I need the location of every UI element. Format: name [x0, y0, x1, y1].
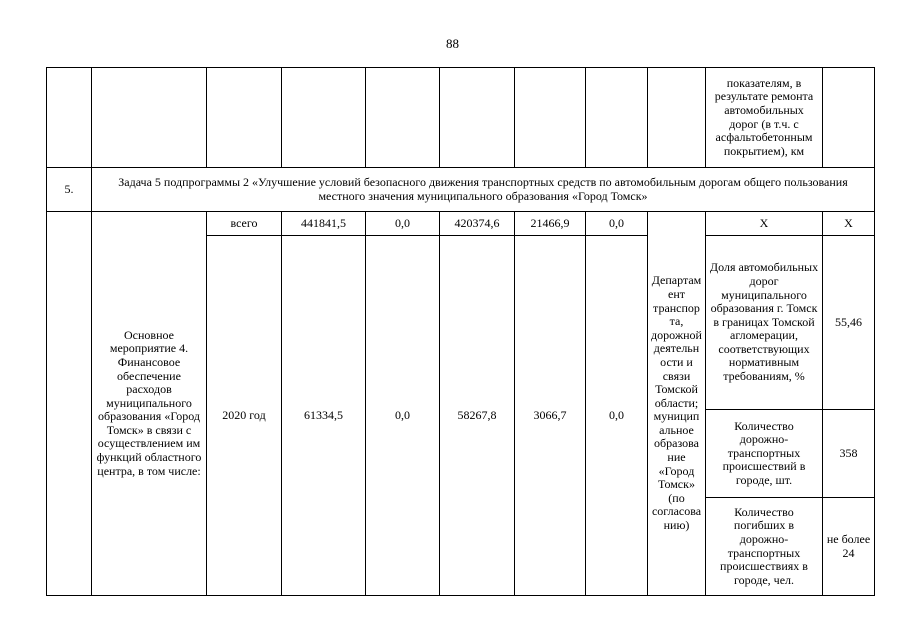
measure-number-cell — [47, 212, 92, 596]
page-number: 88 — [446, 36, 459, 51]
indicator-value-cell: не более 24 — [823, 498, 875, 596]
measure-name: Основное мероприятие 4. Финансовое обеспечение расходов муниципального образования «Город Томск» в связи с осуществлением им функций областного центра, в том числе: — [92, 212, 207, 596]
cell-empty — [515, 68, 586, 168]
program-table — [46, 67, 875, 596]
indicator-name-cell: Количество погибших в дорожно-транспортных происшествиях в городе, чел. — [706, 498, 823, 596]
indicator-value-cell: Х — [823, 212, 875, 236]
funding-federal: 0,0 — [366, 236, 440, 596]
funding-local: 21466,9 — [515, 212, 586, 236]
funding-local: 3066,7 — [515, 236, 586, 596]
funding-other: 0,0 — [586, 212, 648, 236]
table-row-continuation — [47, 68, 875, 168]
indicator-name-cell: показателям, в результате ремонта автомобильных дорог (в т.ч. с асфальтобетонным покрытием), км — [706, 68, 823, 168]
indicator-name-cell: Х — [706, 212, 823, 236]
indicator-value-cell: 358 — [823, 410, 875, 498]
indicator-value-cell: 55,46 — [823, 236, 875, 410]
table-row-task — [47, 168, 875, 212]
cell-empty — [207, 68, 282, 168]
indicator-name-cell: Количество дорожно-транспортных происшествий в городе, шт. — [706, 410, 823, 498]
funding-regional: 58267,8 — [440, 236, 515, 596]
task-number: 5. — [47, 168, 92, 212]
funding-total: 441841,5 — [282, 212, 366, 236]
cell-empty — [282, 68, 366, 168]
cell-empty — [366, 68, 440, 168]
executor: Департамент транспорта, дорожной деятельности и связи Томской области; муниципальное образование «Город Томск» (по согласованию) — [648, 212, 706, 596]
funding-federal: 0,0 — [366, 212, 440, 236]
cell-empty — [823, 68, 875, 168]
funding-regional: 420374,6 — [440, 212, 515, 236]
cell-empty — [586, 68, 648, 168]
period-year: 2020 год — [207, 236, 282, 596]
cell-empty — [440, 68, 515, 168]
cell-empty — [47, 68, 92, 168]
indicator-name-cell: Доля автомобильных дорог муниципального образования г. Томск в границах Томской агломерации, соответствующих нормативным требованиям, % — [706, 236, 823, 410]
funding-other: 0,0 — [586, 236, 648, 596]
period-total: всего — [207, 212, 282, 236]
cell-empty — [92, 68, 207, 168]
table-row-measure-total — [47, 212, 875, 236]
task-title: Задача 5 подпрограммы 2 «Улучшение условий безопасного движения транспортных средств по автомобильным дорогам общего пользования местного значения муниципального образования «Город Томск» — [92, 168, 875, 212]
cell-empty — [648, 68, 706, 168]
funding-total: 61334,5 — [282, 236, 366, 596]
